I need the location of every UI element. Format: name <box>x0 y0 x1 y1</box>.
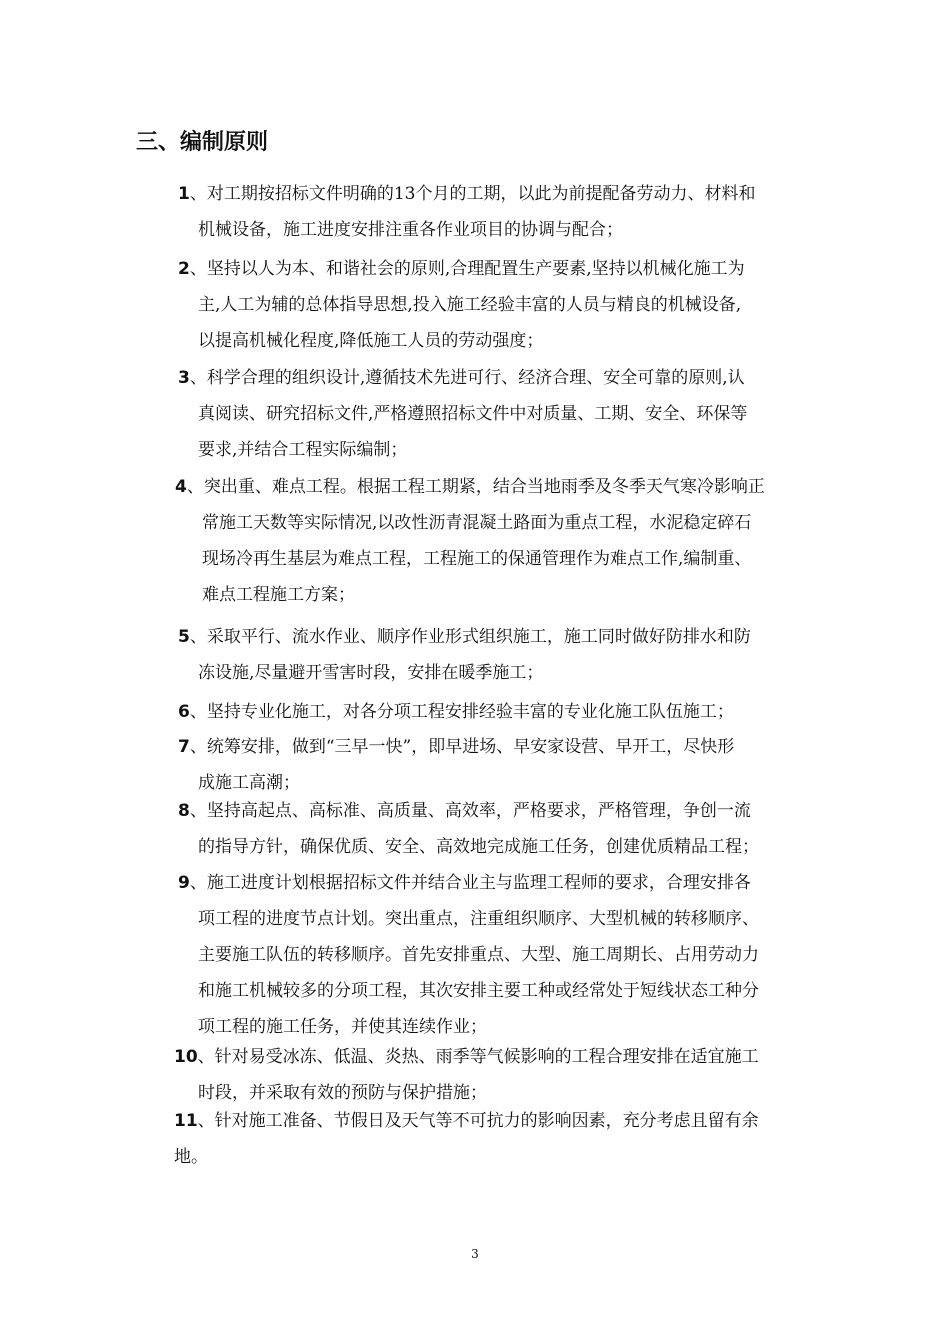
principle-item-2-line-3: 以提高机械化程度,降低施工人员的劳动强度； <box>198 331 544 351</box>
principle-item-7-line-2: 成施工高潮； <box>198 773 300 793</box>
section-heading: 三、编制原则 <box>136 130 269 155</box>
item-number: 6 <box>178 702 190 722</box>
item-text: 、统筹安排，做到“三早一快”，即早进场、早安家设营、早开工，尽快形 <box>189 737 735 757</box>
item-text: 、针对易受冰冻、低温、炎热、雨季等气候影响的工程合理安排在适宜施工 <box>197 1047 759 1067</box>
item-text: 、采取平行、流水作业、顺序作业形式组织施工，施工同时做好防排水和防 <box>189 627 751 647</box>
principle-item-5-line-1 <box>178 620 751 654</box>
item-number: 5 <box>178 627 190 647</box>
principle-item-1-line-2: 机械设备，施工进度安排注重各作业项目的协调与配合； <box>198 220 623 240</box>
principle-item-4-line-1 <box>175 470 765 504</box>
principle-item-9-line-5: 项工程的施工任务，并使其连续作业； <box>198 1017 487 1037</box>
item-text: 、施工进度计划根据招标文件并结合业主与监理工程师的要求，合理安排各 <box>189 873 751 893</box>
item-text: 、坚持高起点、高标准、高质量、高效率，严格要求，严格管理，争创一流 <box>189 801 751 821</box>
page-number: 3 <box>471 1247 479 1261</box>
principle-item-2-line-1 <box>178 252 745 286</box>
principle-item-9-line-2: 项工程的进度节点计划。突出重点，注重组织顺序、大型机械的转移顺序、 <box>198 909 759 929</box>
principle-item-8-line-2: 的指导方针，确保优质、安全、高效地完成施工任务，创建优质精品工程； <box>198 837 759 857</box>
principle-item-9-line-1 <box>178 866 751 900</box>
principle-item-2-line-2: 主,人工为辅的总体指导思想,投入施工经验丰富的人员与精良的机械设备, <box>198 295 742 315</box>
item-number: 8 <box>178 801 190 821</box>
item-text: 、对工期按招标文件明确的13个月的工期，以此为前提配备劳动力、材料和 <box>189 184 756 204</box>
principle-item-1-line-1 <box>178 177 755 211</box>
item-text: 、突出重、难点工程。根据工程工期紧，结合当地雨季及冬季天气寒冷影响正 <box>186 477 765 497</box>
item-number: 9 <box>178 873 190 893</box>
principle-item-5-line-2: 冻设施,尽量避开雪害时段，安排在暖季施工； <box>198 663 544 683</box>
principle-item-3-line-1 <box>178 361 745 395</box>
principle-item-7-line-1 <box>178 730 734 764</box>
principle-item-9-line-3: 主要施工队伍的转移顺序。首先安排重点、大型、施工周期长、占用劳动力 <box>198 945 759 965</box>
principle-item-11-line-1 <box>174 1104 759 1138</box>
principle-item-8-line-1 <box>178 794 751 828</box>
item-number: 4 <box>175 477 187 497</box>
item-text: 、针对施工准备、节假日及天气等不可抗力的影响因素，充分考虑且留有余 <box>197 1111 759 1131</box>
principle-item-3-line-3: 要求,并结合工程实际编制； <box>198 440 408 460</box>
item-number: 2 <box>178 259 190 279</box>
item-number: 11 <box>174 1111 198 1131</box>
item-text: 、坚持专业化施工，对各分项工程安排经验丰富的专业化施工队伍施工； <box>189 702 734 722</box>
principle-item-4-line-2: 常施工天数等实际情况,以改性沥青混凝土路面为重点工程，水泥稳定碎石 <box>202 513 752 533</box>
item-number: 7 <box>178 737 190 757</box>
principle-item-10-line-1 <box>174 1040 759 1074</box>
principle-item-11-line-2: 地。 <box>174 1147 208 1167</box>
item-number: 10 <box>174 1047 198 1067</box>
principle-item-3-line-2: 真阅读、研究招标文件,严格遵照招标文件中对质量、工期、安全、环保等 <box>198 404 748 424</box>
principle-item-10-line-2: 时段，并采取有效的预防与保护措施； <box>198 1083 487 1103</box>
item-text: 、科学合理的组织设计,遵循技术先进可行、经济合理、安全可靠的原则,认 <box>189 368 745 388</box>
principle-item-9-line-4: 和施工机械较多的分项工程，其次安排主要工种或经常处于短线状态工种分 <box>198 981 759 1001</box>
item-text: 、坚持以人为本、和谐社会的原则,合理配置生产要素,坚持以机械化施工为 <box>189 259 745 279</box>
principle-item-4-line-4: 难点工程施工方案； <box>202 585 355 605</box>
item-number: 3 <box>178 368 190 388</box>
item-number: 1 <box>178 184 190 204</box>
principle-item-4-line-3: 现场冷再生基层为难点工程，工程施工的保通管理作为难点工作,编制重、 <box>202 549 752 569</box>
principle-item-6-line-1 <box>178 695 734 729</box>
